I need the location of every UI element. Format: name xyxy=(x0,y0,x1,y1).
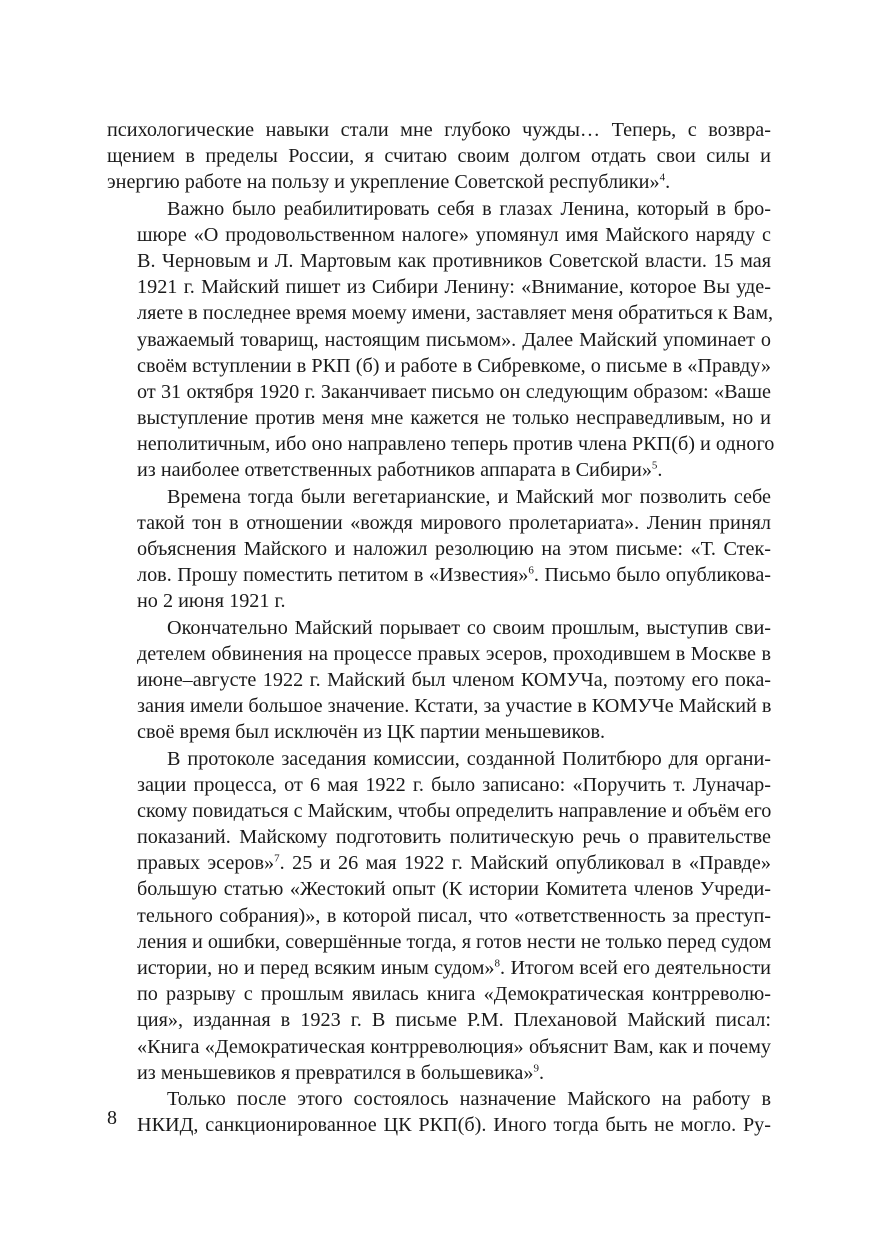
text-line: шюре «О продовольственном налоге» упомянул имя Майского наряду с xyxy=(137,223,771,246)
text-line: энергию работе на пользу и укрепление Советской республики»$^4$. xyxy=(107,171,671,194)
text-line: неполитичным, ибо оно направлено теперь против члена РКП(б) и одного xyxy=(137,433,775,456)
text-line: но 2 июня 1921 г. xyxy=(137,590,286,613)
footnote-ref: 9 xyxy=(533,1062,539,1075)
text-line: «Книга «Демократическая контрреволюция» объяснит Вам, как и почему xyxy=(137,1035,771,1058)
paragraph xyxy=(107,1086,771,1138)
text-line: скому повидаться с Майским, чтобы определить направление и объём его xyxy=(137,799,772,822)
text-line: объяснения Майского и наложил резолюцию на этом письме: «Т. Стек- xyxy=(137,538,771,560)
text-line: такой тон в отношении «вождя мирового пролетариата». Ленин принял xyxy=(137,511,771,534)
text-line: 1921 г. Майский пишет из Сибири Ленину: «Внимание, которое Вы уде- xyxy=(137,276,771,299)
text-line: правых эсеров»$^7$. 25 и 26 мая 1922 г. Майский опубликовал в «Правде» xyxy=(137,852,771,875)
paragraph xyxy=(107,484,771,615)
text-line: показаний. Майскому подготовить политическую речь о правительстве xyxy=(137,826,771,849)
text-line: уважаемый товарищ, настоящим письмом». Далее Майский упоминает о xyxy=(137,328,771,351)
text-line: лов. Прошу поместить петитом в «Известия»$^6$. Письмо было опубликова- xyxy=(137,564,771,587)
footnote-ref: 5 xyxy=(651,459,658,472)
text-line: щением в пределы России, я считаю своим долгом отдать свои силы и xyxy=(107,145,771,168)
footnote-ref: 8 xyxy=(494,957,501,970)
paragraph xyxy=(107,117,771,196)
text-line: июне–августе 1922 г. Майский был членом КОМУЧа, поэтому его пока- xyxy=(137,668,771,691)
text-line: ления и ошибки, совершённые тогда, я готов нести не только перед судом xyxy=(137,930,772,953)
text-line: тельного собрания)», в которой писал, что «ответственность за преступ- xyxy=(137,904,771,927)
text-line: психологические навыки стали мне глубоко чужды… Теперь, с возвра- xyxy=(107,119,771,141)
text-line: большую статью «Жестокий опыт (К истории Комитета членов Учреди- xyxy=(137,878,771,901)
text-line: Времена тогда были вегетарианские, и Майский мог позволить себе xyxy=(167,485,771,508)
footnote-ref: 6 xyxy=(528,564,534,577)
text-line: от 31 октября 1920 г. Заканчивает письмо он следующим образом: «Ваше xyxy=(137,380,771,403)
text-line: зации процесса, от 6 мая 1922 г. было записано: «Поручить т. Луначар- xyxy=(137,773,771,796)
text-line: своё время был исключён из ЦК партии меньшевиков. xyxy=(137,721,606,744)
text-line: выступление против меня мне кажется не только несправедливым, но и xyxy=(137,407,771,430)
text-line: зания имели большое значение. Кстати, за участие в КОМУЧе Майский в xyxy=(137,695,772,718)
paragraph xyxy=(107,746,771,1086)
text-line: по разрыву с прошлым явилась книга «Демократическая контрреволю- xyxy=(137,983,771,1006)
text-line: Только после этого состоялось назначение Майского на работу в xyxy=(167,1087,771,1110)
paragraph xyxy=(107,615,771,746)
text-line: своём вступлении в РКП (б) и работе в Сибревкоме, о письме в «Правду» xyxy=(137,354,771,377)
text-line: В протоколе заседания комиссии, созданной Политбюро для органи- xyxy=(167,747,771,770)
text-line: ляете в последнее время моему имени, заставляет меня обратиться к Вам, xyxy=(137,302,774,325)
body-text xyxy=(107,117,775,1138)
text-line: из наиболее ответственных работников аппарата в Сибири»$^5$. xyxy=(137,459,663,482)
text-line: из меньшевиков я превратился в большевика»$^9$. xyxy=(137,1061,545,1084)
text-line: НКИД, санкционированное ЦК РКП(б). Иного тогда быть не могло. Ру- xyxy=(137,1114,771,1137)
footnote-ref: 7 xyxy=(274,852,280,865)
footnote-ref: 4 xyxy=(659,171,666,184)
text-line: В. Черновым и Л. Мартовым как противников Советской власти. 15 мая xyxy=(137,249,771,272)
text-line: Окончательно Майский порывает со своим прошлым, выступив сви- xyxy=(167,616,771,639)
text-line: Важно было реабилитировать себя в глазах Ленина, который в бро- xyxy=(167,197,771,220)
text-line: детелем обвинения на процессе правых эсеров, проходившем в Москве в xyxy=(137,642,771,665)
text-line: истории, но и перед всяким иным судом»$^8$. Итогом всей его деятельности xyxy=(137,957,771,979)
text-line: ция», изданная в 1923 г. В письме Р.М. Плехановой Майский писал: xyxy=(137,1009,771,1032)
paragraph xyxy=(107,196,775,484)
page-number: 8 xyxy=(107,1107,117,1129)
